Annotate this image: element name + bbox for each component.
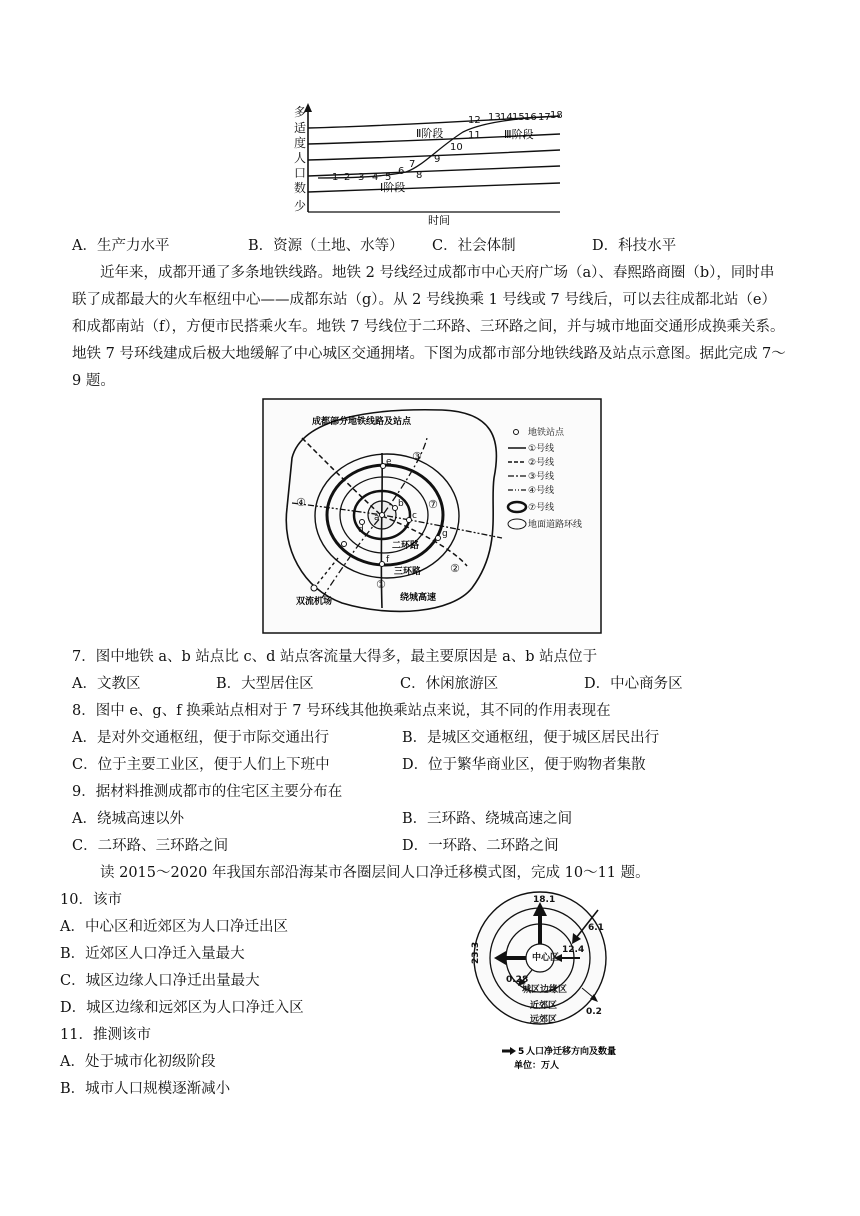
q10-option-b: B．近郊区人口净迁入量最大 <box>60 946 245 962</box>
value-18-1: 18.1 <box>533 895 556 905</box>
value-12-4: 12.4 <box>562 945 585 955</box>
passage1-line: 地铁 7 号环线建成后极大地缓解了中心城区交通拥堵。下图为成都市部分地铁线路及站点示意图。据此完成 7～ <box>72 346 786 362</box>
point-label: 5 <box>385 172 392 183</box>
point-label: 6 <box>398 166 405 177</box>
unit-label: 单位：万人 <box>514 1061 560 1071</box>
q9-option-b: B．三环路、绕城高速之间 <box>402 811 573 827</box>
q7-option-c: C．休闲旅游区 <box>400 676 499 692</box>
legend-line-7: ⑦号线 <box>528 503 555 513</box>
q6-option-b: B．资源（土地、水等） <box>248 238 404 254</box>
zone-near-suburb: 近郊区 <box>530 1001 558 1011</box>
ylabel-char: 少 <box>294 199 307 213</box>
point-label: 11 <box>468 130 481 141</box>
line-2-mark: ② <box>450 562 460 575</box>
value-23-3: 23.3 <box>471 941 481 964</box>
station-label-g: g <box>442 529 448 539</box>
q10-option-c: C．城区边缘人口净迁出量最大 <box>60 973 260 989</box>
legend-road-ring: 地面道路环线 <box>528 520 583 530</box>
point-label: 13 <box>488 112 501 123</box>
q8-option-d: D．位于繁华商业区，便于购物者集散 <box>402 757 646 773</box>
q7-option-a: A．文教区 <box>72 676 141 692</box>
point-label: 3 <box>358 172 365 183</box>
zone-center: 中心区 <box>532 953 560 963</box>
legend-value: 5 <box>518 1047 525 1057</box>
point-label: 18 <box>550 110 563 121</box>
q9-option-c: C．二环路、三环路之间 <box>72 838 229 854</box>
point-label: 17 <box>538 112 551 123</box>
stage-1-label: Ⅰ阶段 <box>380 181 406 194</box>
q6-option-a: A．生产力水平 <box>72 238 170 254</box>
value-0-28: 0.28 <box>506 975 529 985</box>
stage-2-label: Ⅱ阶段 <box>416 127 444 140</box>
q11-option-a: A．处于城市化初级阶段 <box>60 1054 216 1070</box>
legend-line-3: ③号线 <box>528 472 555 482</box>
point-label: 7 <box>409 159 416 170</box>
passage1-line: 近年来，成都开通了多条地铁线路。地铁 2 号线经过成都市中心天府广场（a）、春熙路商圈（b），同时串 <box>100 265 775 281</box>
point-label: 4 <box>372 172 379 183</box>
line-3-mark: ③ <box>412 450 422 463</box>
value-6-1: 6.1 <box>588 923 604 933</box>
ylabel-char: 度 <box>294 136 307 150</box>
airport-label: 双流机场 <box>296 597 333 607</box>
q6-option-d: D．科技水平 <box>592 238 677 254</box>
q8-option-a: A．是对外交通枢纽，便于市际交通出行 <box>72 730 329 746</box>
station-label-e: e <box>386 457 392 467</box>
chart-xlabel: 时间 <box>428 214 450 225</box>
q8-option-c: C．位于主要工业区，便于人们上下班中 <box>72 757 330 773</box>
passage2: 读 2015～2020 年我国东部沿海某市各圈层间人口净迁移模式图，完成 10～11 题。 <box>100 865 650 881</box>
q7-stem: 7．图中地铁 a、b 站点比 c、d 站点客流量大得多，最主要原因是 a、b 站点位于 <box>72 649 598 665</box>
q6-option-c: C．社会体制 <box>432 238 516 254</box>
point-label: 1 <box>332 172 339 183</box>
point-label: 14 <box>500 112 513 123</box>
value-0-2: 0.2 <box>586 1007 602 1017</box>
line-7-mark: ⑦ <box>428 498 438 511</box>
passage1-line: 联了成都最大的火车枢纽中心——成都东站（g）。从 2 号线换乘 1 号线或 7 号线后，可以去往成都北站（e） <box>72 292 776 308</box>
point-label: 12 <box>468 115 481 126</box>
q10-option-a: A．中心区和近郊区为人口净迁出区 <box>60 919 288 935</box>
point-label: 8 <box>416 170 423 181</box>
station-label-f: f <box>386 555 390 565</box>
point-label: 15 <box>512 112 525 123</box>
q10-stem: 10．该市 <box>60 892 122 908</box>
line-4-mark: ④ <box>296 496 306 509</box>
station-label-d: d <box>358 525 364 535</box>
q7-option-d: D．中心商务区 <box>584 676 683 692</box>
q7-option-b: B．大型居住区 <box>216 676 314 692</box>
passage1-line: 和成都南站（f），方便市民搭乘火车。地铁 7 号线位于二环路、三环路之间，并与城市地面交通形成换乘关系。 <box>72 319 785 335</box>
q9-option-d: D．一环路、二环路之间 <box>402 838 559 854</box>
zone-urban-edge: 城区边缘区 <box>522 985 568 995</box>
station-label-b: b <box>398 499 404 509</box>
legend-station: 地铁站点 <box>528 428 565 438</box>
point-label: 10 <box>450 142 463 153</box>
ring-2-label: 二环路 <box>392 541 420 551</box>
q8-stem: 8．图中 e、g、f 换乘站点相对于 7 号环线其他换乘站点来说，其不同的作用表现在 <box>72 703 611 719</box>
population-stage-chart <box>288 100 578 225</box>
ylabel-char: 口 <box>294 166 307 180</box>
metro-map <box>262 398 602 634</box>
point-label: 2 <box>344 172 351 183</box>
line-1-mark: ① <box>376 578 386 591</box>
ring-expressway-label: 绕城高速 <box>400 593 437 603</box>
q8-option-b: B．是城区交通枢纽，便于城区居民出行 <box>402 730 660 746</box>
q11-stem: 11．推测该市 <box>60 1027 151 1043</box>
ylabel-char: 适 <box>294 121 307 135</box>
ylabel-char: 数 <box>294 181 307 195</box>
station-label-c: c <box>412 511 417 521</box>
station-label-a: a <box>374 513 380 523</box>
chart-ylabel <box>294 105 306 213</box>
ylabel-char: 多 <box>294 105 307 119</box>
q11-option-b: B．城市人口规模逐渐减小 <box>60 1081 231 1097</box>
q9-stem: 9．据材料推测成都市的住宅区主要分布在 <box>72 784 343 800</box>
point-label: 16 <box>524 112 537 123</box>
ring-3-label: 三环路 <box>394 567 422 577</box>
zone-outer-suburb: 远郊区 <box>530 1015 558 1025</box>
map-title: 成都部分地铁线路及站点 <box>312 417 412 427</box>
legend-line-2: ②号线 <box>528 458 555 468</box>
legend-text: 人口净迁移方向及数量 <box>526 1047 617 1057</box>
migration-diagram <box>460 886 624 1076</box>
ylabel-char: 人 <box>294 151 307 165</box>
q9-option-a: A．绕城高速以外 <box>72 811 184 827</box>
passage1-line: 9 题。 <box>72 373 115 389</box>
point-label: 9 <box>434 154 441 165</box>
stage-3-label: Ⅲ阶段 <box>504 128 534 141</box>
legend-line-1: ①号线 <box>528 444 555 454</box>
legend-line-4: ④号线 <box>528 486 555 496</box>
q10-option-d: D．城区边缘和远郊区为人口净迁入区 <box>60 1000 304 1016</box>
